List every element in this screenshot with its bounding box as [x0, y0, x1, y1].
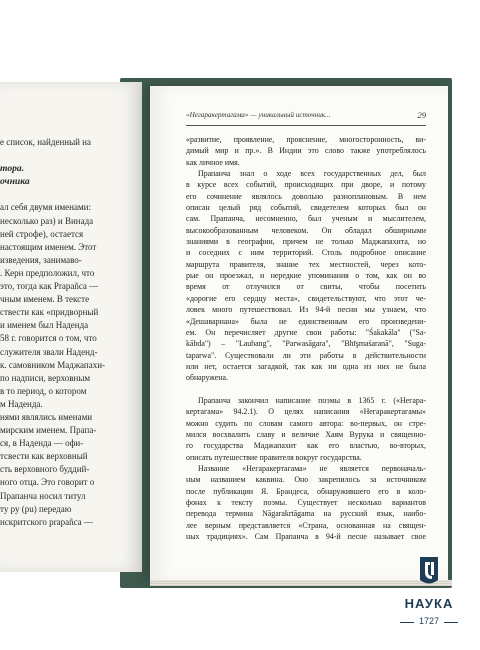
text-line: после публикации Я. Брандеса, обнаружившего его в коло-	[186, 486, 426, 496]
left-page	[0, 82, 142, 572]
left-text-line: это, тогда как Prapañca —	[0, 281, 99, 292]
left-text-line: служителя звали Наденд-	[0, 346, 98, 357]
left-text-line: е список, найденный на	[0, 137, 91, 147]
text-line: обнаружена.	[186, 373, 228, 383]
left-text-line: нскритского prapañca —	[0, 516, 93, 527]
page-header	[186, 111, 426, 123]
left-text-line: нями являлись именами	[0, 411, 93, 422]
left-page-text	[0, 136, 136, 529]
text-line: как личное имя.	[186, 157, 240, 167]
left-text-line: . Керн предположил, что	[0, 267, 95, 278]
text-line: в курсе всех событий, происходящих при дворе, и потому	[186, 180, 426, 190]
text-line: рые он проезжал, и нередкие упоминания о том, как он во	[186, 271, 426, 281]
text-line: ных традициях». Сам Прапанча в 94-й песне называет свое	[186, 532, 426, 542]
left-text-line: ся, в Наденда — офи-	[0, 438, 84, 449]
page-number: 29	[417, 110, 426, 120]
text-line: ным названием каквина. Оно закрепилось за источником	[186, 475, 426, 485]
text-line: мился восхвалить славу и величие Хаям Вурука и священно-	[186, 429, 426, 439]
text-line: лее верным представляется «Страна, основанная на священ-	[186, 520, 426, 530]
left-text-line: ал себя двумя именами:	[0, 202, 91, 213]
text-line: описан целый ряд событий, свидетелем которых был он	[186, 203, 426, 213]
text-line: сам. Прапанча, несомненно, был ученым и мыслителем,	[186, 214, 426, 224]
text-line: taparwa". Существовали ли эти работы в действительности	[186, 350, 426, 360]
text-line: Название «Негаракертагама» не является первоначаль-	[198, 463, 426, 473]
left-text-line: к. самовником Маджапахи-	[0, 359, 106, 370]
right-page	[150, 86, 448, 582]
text-line: «развитие, проявление, прояснение, многосторонность, ви-	[186, 135, 426, 144]
text-line: высокообразованным человеком. Он обладал обширными	[186, 225, 426, 235]
left-text-line: по надписи, верховным	[0, 372, 91, 383]
text-line	[186, 384, 426, 395]
text-line: его сочинение являлось довольно разноплановым. В нем	[186, 191, 426, 201]
left-text-line: м Наденда.	[0, 398, 43, 409]
text-line: го государства Маджапахит как его властью, во-вторых,	[186, 441, 426, 451]
left-text-line: ту ру (рu) передаю	[0, 503, 72, 514]
left-text-line: тора.	[0, 163, 25, 175]
left-text-line: несколько раз) и Винада	[0, 215, 94, 226]
text-line: Прапанча закончил написание поэмы в 1365 г. («Негара-	[198, 395, 426, 405]
text-line: kābda") – "Laubang", "Parwasāgara", "Bhīşmaśaranā", "Suga-	[186, 339, 426, 349]
left-text-line: Прапанча носил титул	[0, 490, 86, 501]
text-line: время от отлучился от свиты, чтобы посетить	[186, 282, 426, 292]
left-text-line: мирским именем. Прапа-	[0, 425, 97, 436]
publisher-logo	[394, 556, 464, 636]
left-text-line: и именем был Наденда	[0, 320, 89, 331]
left-text-line: 58 г. говорится о том, что	[0, 333, 97, 344]
text-line: перевода термина Nāgarakrtāgama на русский язык, наибо-	[186, 509, 426, 519]
text-line: и соседних с ним территорий. Столь подробное описание	[186, 248, 426, 258]
left-text-line	[0, 188, 136, 201]
left-text-line: чным именем. В тексте	[0, 294, 90, 305]
publisher-year: 1727	[418, 616, 440, 626]
left-text-line: ствести как «придворный	[0, 307, 99, 318]
left-text-line	[0, 149, 136, 162]
text-line: знаниями в географии, причем не только Маджапахита, но	[186, 237, 426, 247]
year-rule-right	[444, 622, 458, 623]
text-line: «Дешаварнана» была не единственным его произведени-	[186, 316, 426, 326]
left-text-line: в то период, о котором	[0, 385, 87, 396]
left-text-line: сть верховного буддий-	[0, 464, 90, 475]
page-body-text	[186, 134, 426, 542]
left-text-line: тсвести как верховный	[0, 451, 88, 462]
running-head: «Негаракертагама» — уникальный источник...	[186, 111, 331, 119]
text-line: ловек много путешествовал. Из 94-й песни мы узнаем, что	[186, 305, 426, 315]
text-line: «дорогие его сердцу места», свидетельствуют, что этот че-	[186, 293, 426, 303]
left-text-line: ного отца. Это говорит о	[0, 477, 95, 488]
left-text-line: настоящим именем. Этот	[0, 241, 97, 252]
left-text-line: очника	[0, 176, 30, 188]
text-line: описать путешествие правителя вокруг государства.	[186, 452, 362, 462]
publisher-name: НАУКА	[404, 596, 454, 611]
text-line: димый мир и пр.». В Индии это слово также употреблялось	[186, 146, 426, 156]
text-line: Прапанча знал о ходе всех государственных дел, был	[198, 169, 426, 179]
left-text-line: изведения, занимаво-	[0, 254, 82, 265]
header-rule	[186, 125, 426, 126]
text-line: или нет, остается загадкой, так как ни одна из них не была	[186, 361, 426, 371]
text-line: кертагама» 94.2.1). О целях написания «Негаракертагамы»	[186, 407, 426, 417]
text-line: ем. Он перечисляет другие свои работы: "Śakakāla" ("Sa-	[186, 327, 426, 337]
nauka-emblem-icon	[417, 556, 441, 588]
text-line: можно судить по словам самого автора: во-первых, он стре-	[186, 418, 426, 428]
publisher-year-row	[400, 616, 458, 628]
left-text-line: ней строфе), остается	[0, 228, 84, 239]
text-line: фонах к тексту поэмы. Существует несколько вариантов	[186, 498, 426, 507]
text-line: маршрута правителя, знание тех местностей, через кото-	[186, 259, 426, 269]
